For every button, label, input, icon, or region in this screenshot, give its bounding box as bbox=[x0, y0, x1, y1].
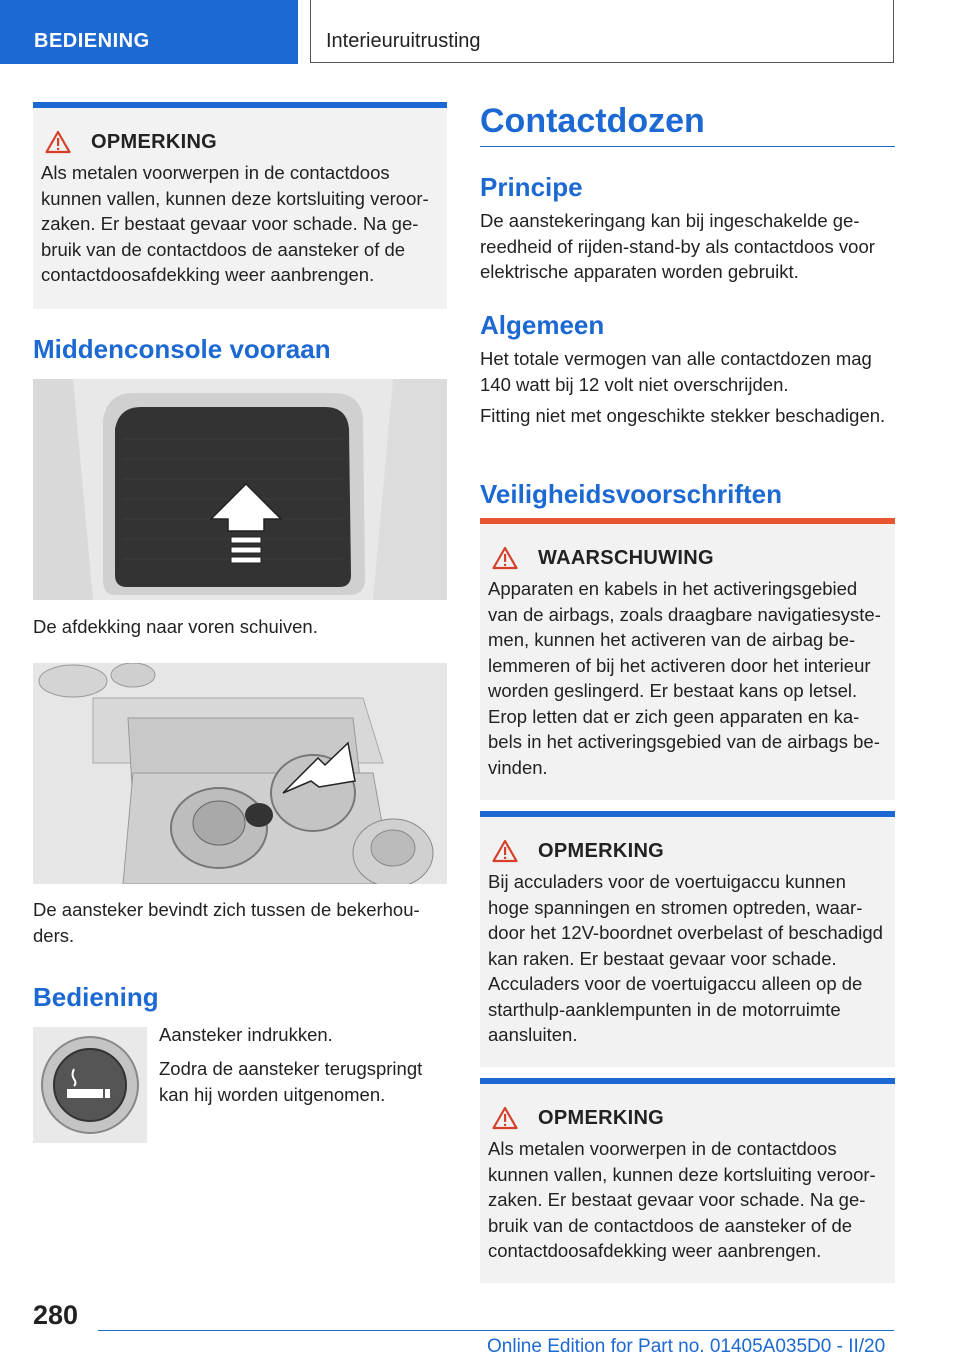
section-title: BEDIENING bbox=[34, 30, 150, 52]
note-body: Bij acculaders voor de voertuigaccu kunnen hoge spanningen en stromen optreden, waardoor het 12V-boordnet overbelast of beschadigd kan raken. Er bestaat gevaar voor schade. Acculaders voor de voertuigaccu alleen op de starthulp-aanklempunten in de motorruimte aansluiten. bbox=[488, 871, 883, 1045]
chapter-title: Interieuruitrusting bbox=[326, 30, 481, 52]
warning-triangle-icon bbox=[492, 546, 518, 570]
edition-footer: Online Edition for Part no. 01405A035D0 - II/20 bbox=[487, 1336, 886, 1357]
note-title: OPMERKING bbox=[538, 839, 665, 862]
warning-triangle-icon bbox=[492, 1106, 518, 1130]
cupholder-lighter-image bbox=[33, 663, 447, 884]
page-number: 280 bbox=[33, 1300, 79, 1330]
principe-text: De aanstekeringang kan bij ingeschakelde gereedheid of rijden-stand-by als contactdoos voor elektrische apparaten worden gebruikt. bbox=[480, 210, 875, 282]
warning-triangle-icon bbox=[492, 839, 518, 863]
chapter-box bbox=[310, 0, 894, 63]
note-box-left bbox=[33, 102, 447, 309]
cigarette-lighter-icon bbox=[33, 1027, 147, 1143]
bediening-step1: Aansteker indrukken. bbox=[159, 1024, 333, 1045]
note-body: Als metalen voorwerpen in de contactdoos kunnen vallen, kunnen deze kortsluiting veroorzaken. Er bestaat gevaar voor schade. Na gebruik van de contactdoos de aansteker of de contactdoosafdekking weer aanbrengen. bbox=[41, 162, 429, 285]
heading-middenconsole: Middenconsole vooraan bbox=[33, 334, 331, 364]
note-title: OPMERKING bbox=[91, 130, 218, 153]
heading-principe: Principe bbox=[480, 172, 583, 202]
footer-rule bbox=[98, 1330, 894, 1331]
page-title: Contactdozen bbox=[480, 102, 705, 140]
algemeen-text-1: Het totale vermogen van alle contactdozen mag 140 watt bij 12 volt niet overschrijden. bbox=[480, 348, 872, 395]
note-box-metal bbox=[480, 1078, 895, 1283]
bediening-step2: Zodra de aansteker terugspringt kan hij worden uitgenomen. bbox=[159, 1058, 423, 1105]
heading-veiligheid: Veiligheidsvoorschriften bbox=[480, 479, 782, 509]
title-rule bbox=[480, 146, 895, 147]
section-tab bbox=[0, 0, 298, 64]
heading-algemeen: Algemeen bbox=[480, 310, 605, 340]
note-title: OPMERKING bbox=[538, 1106, 665, 1129]
note-box-acculaders bbox=[480, 811, 895, 1067]
algemeen-text-2: Fitting niet met ongeschikte stekker beschadigen. bbox=[480, 405, 886, 426]
warning-triangle-icon bbox=[45, 130, 71, 154]
warning-box bbox=[480, 518, 895, 800]
caption-cover: De afdekking naar voren schuiven. bbox=[33, 616, 318, 637]
console-cover-image bbox=[33, 379, 447, 600]
heading-bediening: Bediening bbox=[33, 982, 159, 1012]
warning-title: WAARSCHUWING bbox=[538, 546, 714, 569]
caption-lighter-location: De aansteker bevindt zich tussen de bekerhouders. bbox=[33, 899, 420, 946]
warning-body: Apparaten en kabels in het activeringsgebied van de airbags, zoals draagbare navigatiesystemen, kunnen het activeren van de airbag belemmeren of bij het activeren door het interieur worden geslingerd. Er bestaat kans op letsel. Erop letten dat er zich geen apparaten en kabels in het activeringsgebied van de airbags bevinden. bbox=[488, 578, 881, 778]
note-body: Als metalen voorwerpen in de contactdoos kunnen vallen, kunnen deze kortsluiting veroorzaken. Er bestaat gevaar voor schade. Na gebruik van de contactdoos de aansteker of de contactdoosafdekking weer aanbrengen. bbox=[488, 1138, 876, 1261]
